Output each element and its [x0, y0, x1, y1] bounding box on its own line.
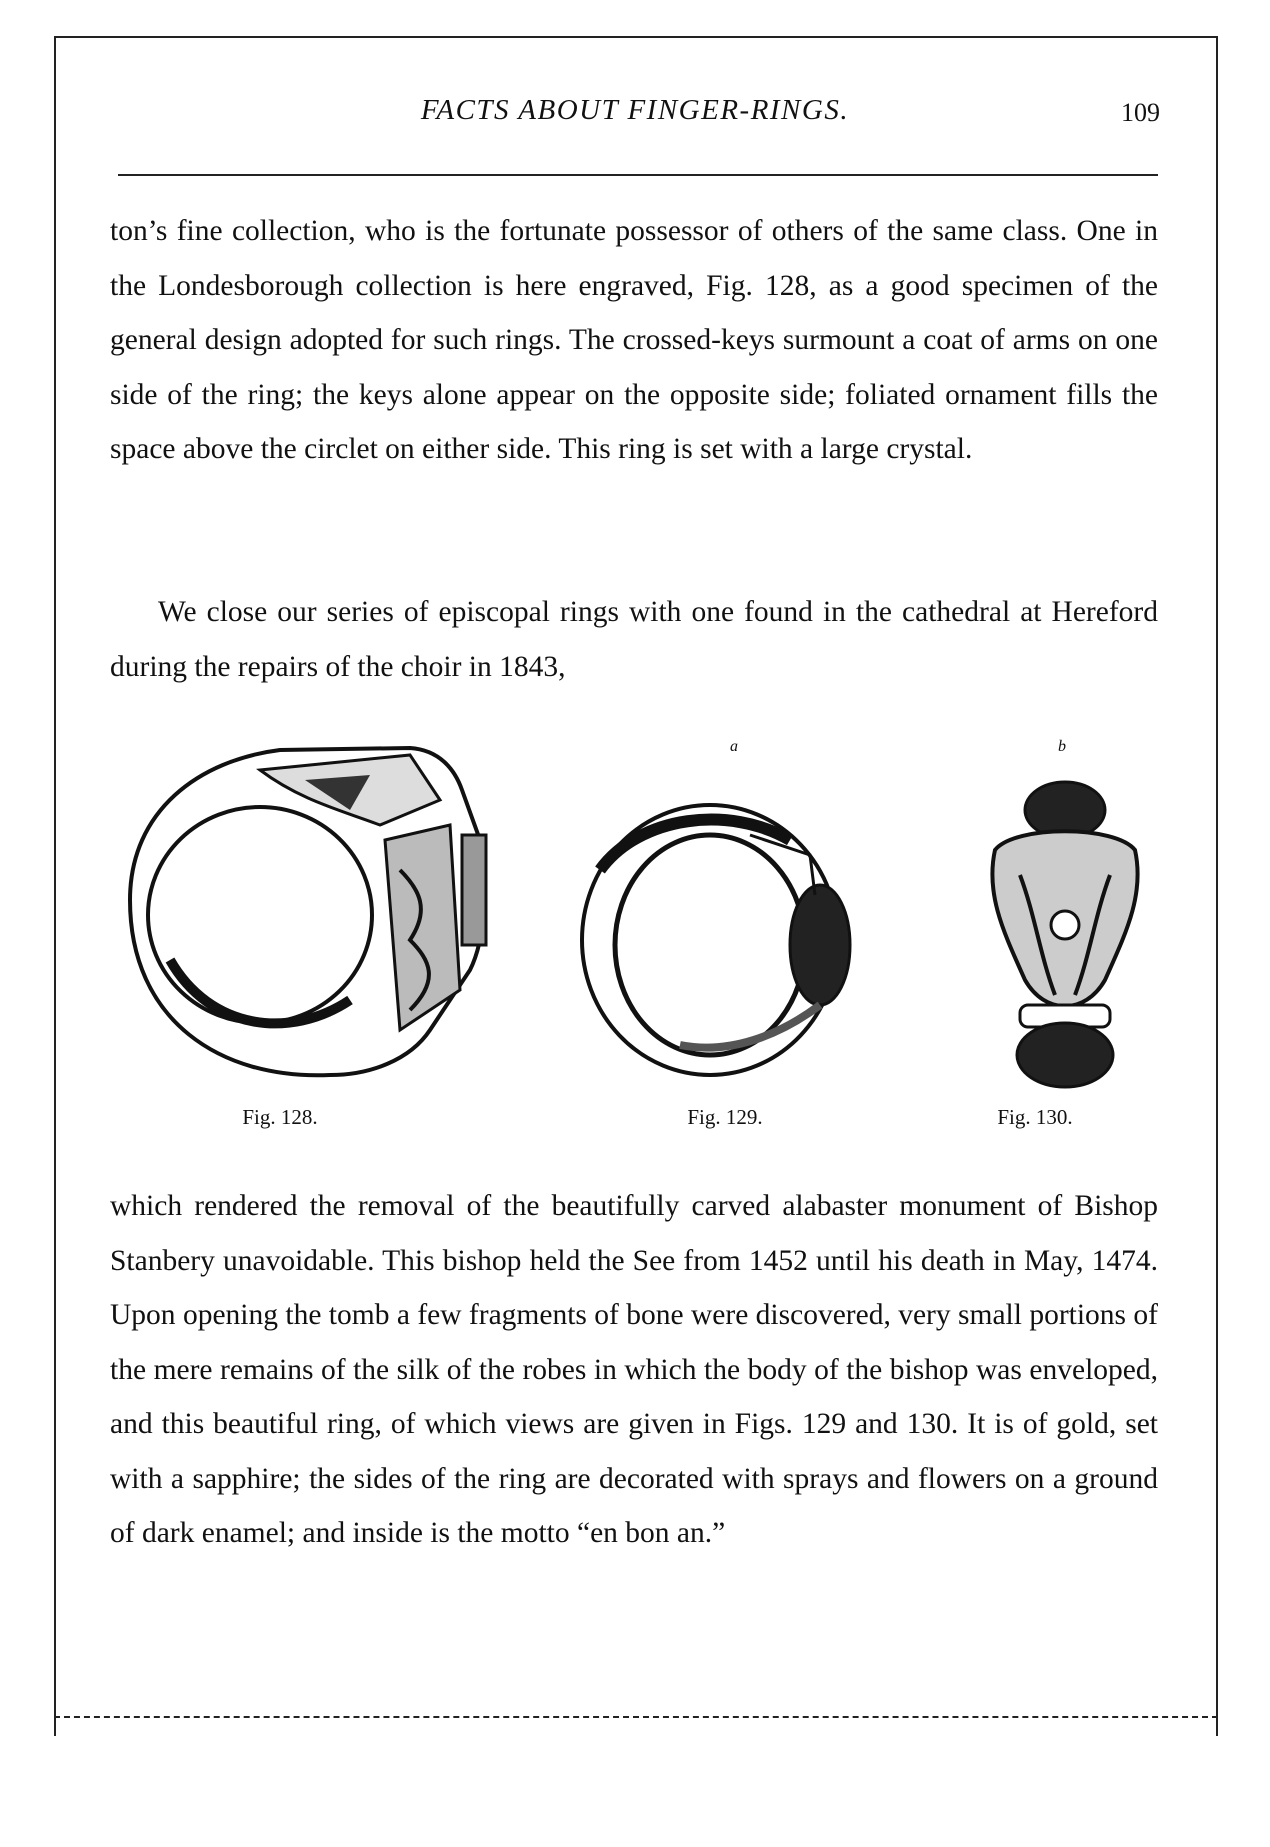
figure-130: [965, 765, 1165, 1095]
page-frame-left: [54, 36, 56, 1736]
paragraph-3: which rendered the removal of the beautifully carved alabaster monument of Bishop Stanbery unavoidable. This bishop held the See from 1452 until his death in May, 1474. Upon opening the tomb a few fragments of bone were discovered, very small portions of the mere remains of the silk of the robes in which the body of the bishop was enveloped, and this beautiful ring, of which views are given in Figs. 129 and 130. It is of gold, set with a sapphire; the sides of the ring are decorated with sprays and flowers on a ground of dark enamel; and inside is the motto “en bon an.”: [110, 1190, 1158, 1549]
page-frame-top: [54, 36, 1218, 38]
figure-128-caption: Fig. 128.: [242, 1105, 318, 1129]
page-frame-right: [1216, 36, 1218, 1736]
running-title: FACTS ABOUT FINGER-RINGS.: [420, 94, 850, 126]
ring-illustration-130: [965, 765, 1165, 1095]
ring-illustration-128: [110, 730, 510, 1090]
page-frame-bottom: [54, 1716, 1218, 1718]
header-rule: [118, 174, 1158, 176]
figure-129-letter: a: [730, 738, 738, 755]
figure-129-caption: Fig. 129.: [687, 1105, 763, 1129]
page-number: 109: [1121, 98, 1160, 127]
paragraph-2: We close our series of episcopal rings with one found in the cathedral at Hereford during the repairs of the choir in 1843,: [110, 596, 1158, 683]
figure-130-letter: b: [1058, 738, 1066, 755]
figure-128: [110, 730, 510, 1090]
figure-129: [570, 795, 870, 1085]
running-head: [110, 94, 1160, 134]
figure-130-caption: Fig. 130.: [997, 1105, 1073, 1129]
paragraph-1: ton’s fine collection, who is the fortunate possessor of others of the same class. One in the Londesborough collection is here engraved, Fig. 128, as a good specimen of the general design adopted for such rings. The crossed-keys surmount a coat of arms on one side of the ring; the keys alone appear on the opposite side; foliated ornament fills the space above the circlet on either side. This ring is set with a large crystal.: [110, 215, 1158, 465]
ring-illustration-129: [570, 795, 870, 1085]
